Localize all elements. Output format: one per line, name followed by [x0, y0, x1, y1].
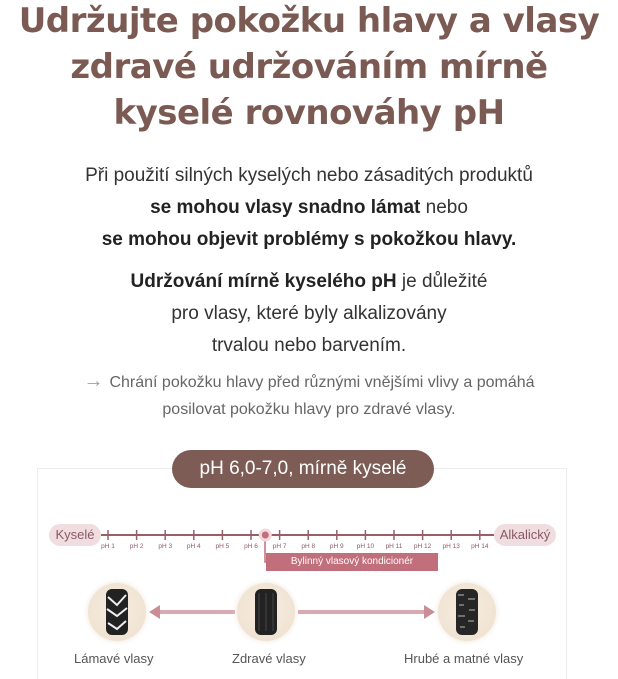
arrow-right-icon	[424, 605, 435, 619]
ph-tick-label: pH 10	[356, 543, 375, 550]
intro-line-5: pro vlasy, které byly alkalizovány	[171, 303, 447, 324]
ph-tick-label: pH 14	[471, 543, 489, 550]
ph-tick-label: pH 4	[186, 543, 201, 550]
damaged-hair-label: Lámavé vlasy	[74, 651, 154, 666]
healthy-hair-label: Zdravé vlasy	[232, 651, 306, 666]
conditioner-label: Bylinný vlasový kondicionér	[266, 553, 438, 571]
rough-hair-strand-icon	[438, 583, 496, 641]
title-line-1: Udržujte pokožku hlavy a vlasy	[18, 1, 600, 41]
rough-hair-image	[438, 583, 496, 641]
intro-bold-2: se mohou objevit problémy s pokožkou hlavy.	[101, 229, 517, 250]
arrow-right-icon: →	[83, 370, 104, 392]
ph-range-badge: pH 6,0-7,0, mírně kyselé	[172, 450, 434, 488]
damaged-hair-image	[88, 583, 146, 641]
title-line-2: zdravé udržováním mírně	[70, 47, 548, 87]
ph-tick-label: pH 1	[101, 543, 115, 550]
ph-ticks	[101, 530, 489, 550]
title-line-3: kyselé rovnováhy pH	[113, 93, 505, 133]
arrow-left-icon	[149, 605, 160, 619]
ph-tick-label: pH 6	[244, 543, 258, 550]
note-text-1: Chrání pokožku hlavy před různými vnějšími vlivy a pomáhá	[109, 374, 535, 391]
ph-tick-label: pH 12	[413, 543, 432, 550]
intro-bold-3: Udržování mírně kyselého pH	[130, 271, 397, 292]
ph-tick-label: pH 11	[385, 543, 403, 550]
note-line-2: posilovat pokožku hlavy pro zdravé vlasy.	[162, 401, 456, 418]
alkaline-label: Alkalický	[494, 524, 556, 546]
ph-tick-label: pH 7	[272, 543, 287, 550]
ph-tick-label: pH 8	[301, 543, 316, 550]
ph-tick-label: pH 13	[442, 543, 460, 550]
damaged-hair-strand-icon	[88, 583, 146, 641]
rough-hair-label: Hrubé a matné vlasy	[404, 651, 524, 666]
intro-rest-1: nebo	[420, 197, 468, 218]
healthy-hair-strand-icon	[237, 583, 295, 641]
ph-tick-label: pH 3	[158, 543, 173, 550]
intro-rest-2: je důležité	[396, 271, 488, 292]
intro-line-6: trvalou nebo barvením.	[211, 335, 407, 356]
ph-tick-label: pH 9	[329, 543, 344, 550]
ph-tick-label: pH 5	[215, 543, 230, 550]
ph-tick-label: pH 2	[129, 543, 144, 550]
ph-marker	[260, 530, 270, 540]
intro-bold-1: se mohou vlasy snadno lámat	[150, 197, 421, 218]
acidic-label: Kyselé	[49, 524, 101, 546]
healthy-hair-image	[237, 583, 295, 641]
intro-line-1: Při použití silných kyselých nebo zásaditých produktů	[85, 165, 533, 186]
